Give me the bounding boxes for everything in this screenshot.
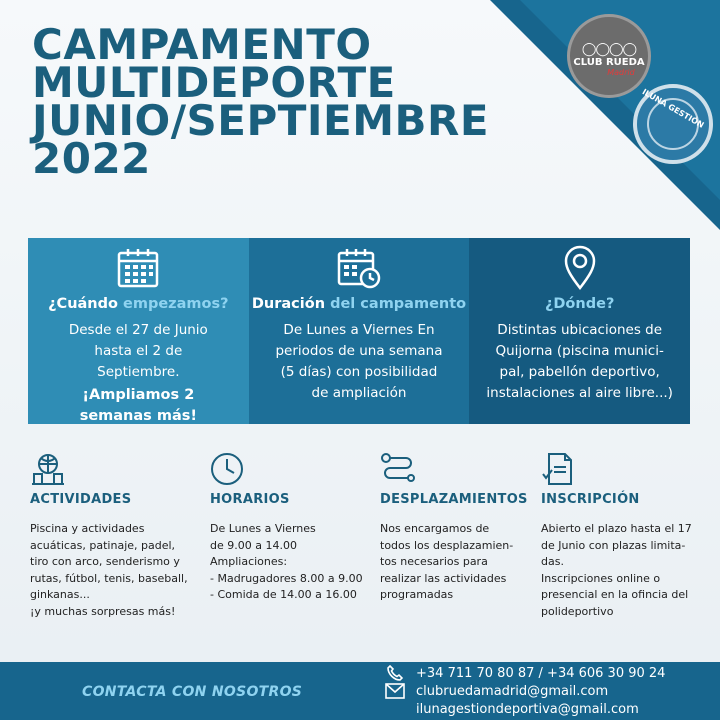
footer-phone-row [384, 664, 665, 682]
footer-email-row-1 [384, 683, 608, 699]
mail-icon [384, 683, 406, 699]
activities-icon [30, 452, 200, 486]
page-title [32, 20, 490, 183]
clock-icon [210, 452, 375, 486]
box-when-text: Desde el 27 de Junio hasta el 2 de Septiembre. [68, 322, 208, 380]
column-actividades-heading: ACTIVIDADES [30, 492, 132, 507]
title-line-3: JUNIO/SEPTIEMBRE [32, 96, 490, 145]
column-inscripcion [541, 452, 716, 620]
phone-number[interactable]: +34 711 70 80 87 / +34 606 30 90 24 [416, 665, 666, 681]
title-line-4: 2022 [32, 134, 151, 183]
email-iluna[interactable]: ilunagestiondeportiva@gmail.com [416, 702, 639, 717]
box-where-heading [469, 296, 690, 312]
heading-part: Duración [251, 296, 331, 312]
column-inscripcion-text: Abierto el plazo hasta el 17 de Junio con plazas limita- das. Inscripciones online o presencial en la ofincia del polideportivo [541, 522, 692, 618]
iluna-name: ILUNA GESTIÓN [640, 87, 706, 130]
box-where-text: Distintas ubicaciones de Quijorna (piscina munici-pal, pabellón deportivo, instalaciones al aire libre...) [486, 322, 673, 401]
location-pin-icon [469, 246, 690, 290]
footer-email-row-2 [384, 702, 639, 717]
column-inscripcion-heading: INSCRIPCIÓN [541, 492, 640, 507]
column-desplazamientos-text: Nos encargamos de todos los desplazamien- tos necesarios para realizar las actividades programadas [380, 522, 514, 601]
club-city: Madrid [607, 67, 635, 77]
column-horarios-text: De Lunes a Viernes de 9.00 a 14.00 Ampliaciones: - Madrugadores 8.00 a 9.00 - Comida de 14.00 a 16.00 [210, 522, 363, 601]
email-club[interactable]: clubruedamadrid@gmail.com [416, 683, 609, 699]
heading-highlight: empezamos? [123, 296, 229, 312]
title-line-2: MULTIDEPORTE [32, 58, 396, 107]
heading-highlight: ¿Dónde [544, 296, 606, 312]
form-icon [541, 452, 716, 486]
rings-icon: ◯◯◯◯ [581, 41, 637, 57]
info-box-when [28, 238, 249, 424]
footer [0, 662, 720, 720]
title-line-1: CAMPAMENTO [32, 20, 372, 69]
route-icon [380, 452, 530, 486]
column-horarios-heading: HORARIOS [210, 492, 290, 507]
club-name: CLUB RUEDA [573, 56, 645, 68]
column-actividades-text: Piscina y actividades acuáticas, patinaje, padel, tiro con arco, senderismo y rutas, fútbol, tenis, baseball, ginkanas... ¡y muchas sorpresas más! [30, 522, 188, 618]
box-when-heading [28, 296, 249, 312]
info-boxes [28, 238, 690, 424]
heading-highlight: del campamento [330, 296, 467, 312]
heading-part: ¿Cuándo [48, 296, 124, 312]
box-duration-text: De Lunes a Viernes En periodos de una semana (5 días) con posibilidad de ampliación [275, 322, 443, 401]
box-when-bold: ¡Ampliamos 2 semanas más! [79, 387, 197, 424]
contact-cta: CONTACTA CON NOSOTROS [82, 684, 303, 700]
iluna-logo [633, 84, 713, 164]
info-box-duration [249, 238, 470, 424]
calendar-icon [28, 246, 249, 290]
column-desplazamientos [380, 452, 530, 604]
calendar-clock-icon [249, 246, 470, 290]
heading-highlight: ? [605, 296, 615, 312]
info-box-where [469, 238, 690, 424]
column-actividades [30, 452, 200, 620]
club-rueda-logo [567, 14, 651, 98]
column-horarios [210, 452, 375, 604]
column-desplazamientos-heading: DESPLAZAMIENTOS [380, 492, 528, 507]
box-duration-heading [249, 296, 470, 312]
phone-icon [384, 664, 406, 682]
